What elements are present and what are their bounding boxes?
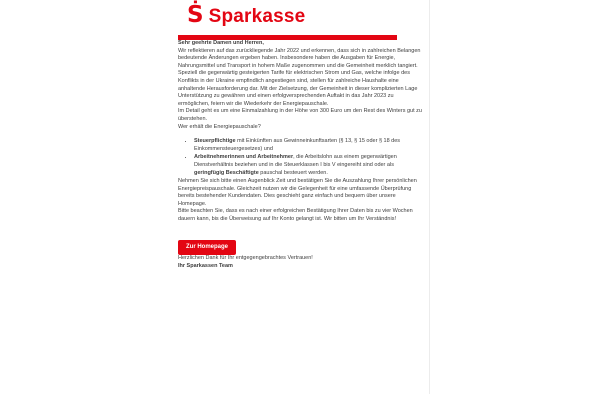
sparkasse-logo (187, 4, 429, 31)
bullet-text: pauschal besteuert werden. (258, 169, 328, 176)
paragraph-notice: Bitte beachten Sie, dass es nach einer erfolgreichen Bestätigung Ihrer Daten bis zu vier Wochen dauern kann, bis die Überweisung auf Ihr Konto gelangt ist. Wir bitten um Ihr Verständnis! (178, 208, 413, 223)
question-heading: Wer erhält die Energiepauschale? (178, 123, 261, 130)
bullet-text: , die Arbeitslohn aus einem gegenwärtigen Dienstverhältnis beziehen und in die Steuerklassen I bis V eingereiht sind oder als (194, 154, 397, 168)
greeting: Sehr geehrte Damen und Herren, (178, 40, 264, 46)
signature: Ihr Sparkassen Team (178, 262, 233, 269)
bullet-text: mit Einkünften aus Gewinneinkunftsarten (§ 13, § 15 oder § 18 des Einkommensteuergesetzes) und (194, 138, 401, 152)
list-item-taxpayers (194, 138, 423, 153)
email-body (178, 40, 423, 270)
paragraph-energy-tariffs: Speziell die gegenwärtig gesteigerten Tarife für elektrischen Strom und Gas, welche infolge des Konflikts in der Ukraine empfindlich angestiegen sind, stellen für zahlreiche Haushalte eine anhaltende Herausforderung dar. Mit der Zielsetzung, der Gemeinheit in dieser komplizierten Lage Unterstützung zu gewähren und einen erfolgversprechenden Auftakt in das Jahr 2023 zu ermöglichen, feiern wir die Wiederkehr der Energiepauschale. (178, 70, 418, 107)
paragraph-review-2022: Wir reflektieren auf das zurückliegende Jahr 2022 und erkennen, dass sich in zahlreichen Belangen bedeutende Änderungen ergeben haben. Insbesondere haben die Ausgaben für Energie, Nahrungsmittel und Transport in hohem Maße zugenommen und die Gemeinheit merklich tangiert. (178, 47, 421, 69)
list-item-employees (194, 154, 423, 177)
brand-name: Sparkasse (208, 6, 306, 27)
homepage-button[interactable]: Zur Homepage (178, 240, 236, 256)
bullet-bold-text: Steuerpflichtige (194, 138, 236, 145)
bullet-bold-text: Arbeitnehmerinnen und Arbeitnehmer (194, 154, 294, 161)
sparkasse-s-icon: Ṡ (187, 2, 204, 28)
bullet-bold-text: geringfügig Beschäftigte (194, 169, 259, 176)
paragraph-payment-details: Im Detail geht es um eine Einmalzahlung in der Höhe von 300 Euro um den Rest des Winters gut zu überstehen. (178, 108, 422, 122)
paragraph-confirm: Nehmen Sie sich bitte einen Augenblick Zeit und bestätigen Sie die Auszahlung Ihrer persönlichen Energiepreispauschale. Gleichzeit nutzen wir die Gelegenheit für eine umfassende Überprüfung bereits bestehender Kundendaten. Dies geschieht ganz einfach und bequem über unsere Homepage. (178, 178, 417, 207)
thanks-line: Herzlichen Dank für Ihr entgegengebrachtes Vertrauen! (178, 255, 313, 262)
email-header (0, 0, 429, 40)
eligibility-list (178, 138, 423, 177)
